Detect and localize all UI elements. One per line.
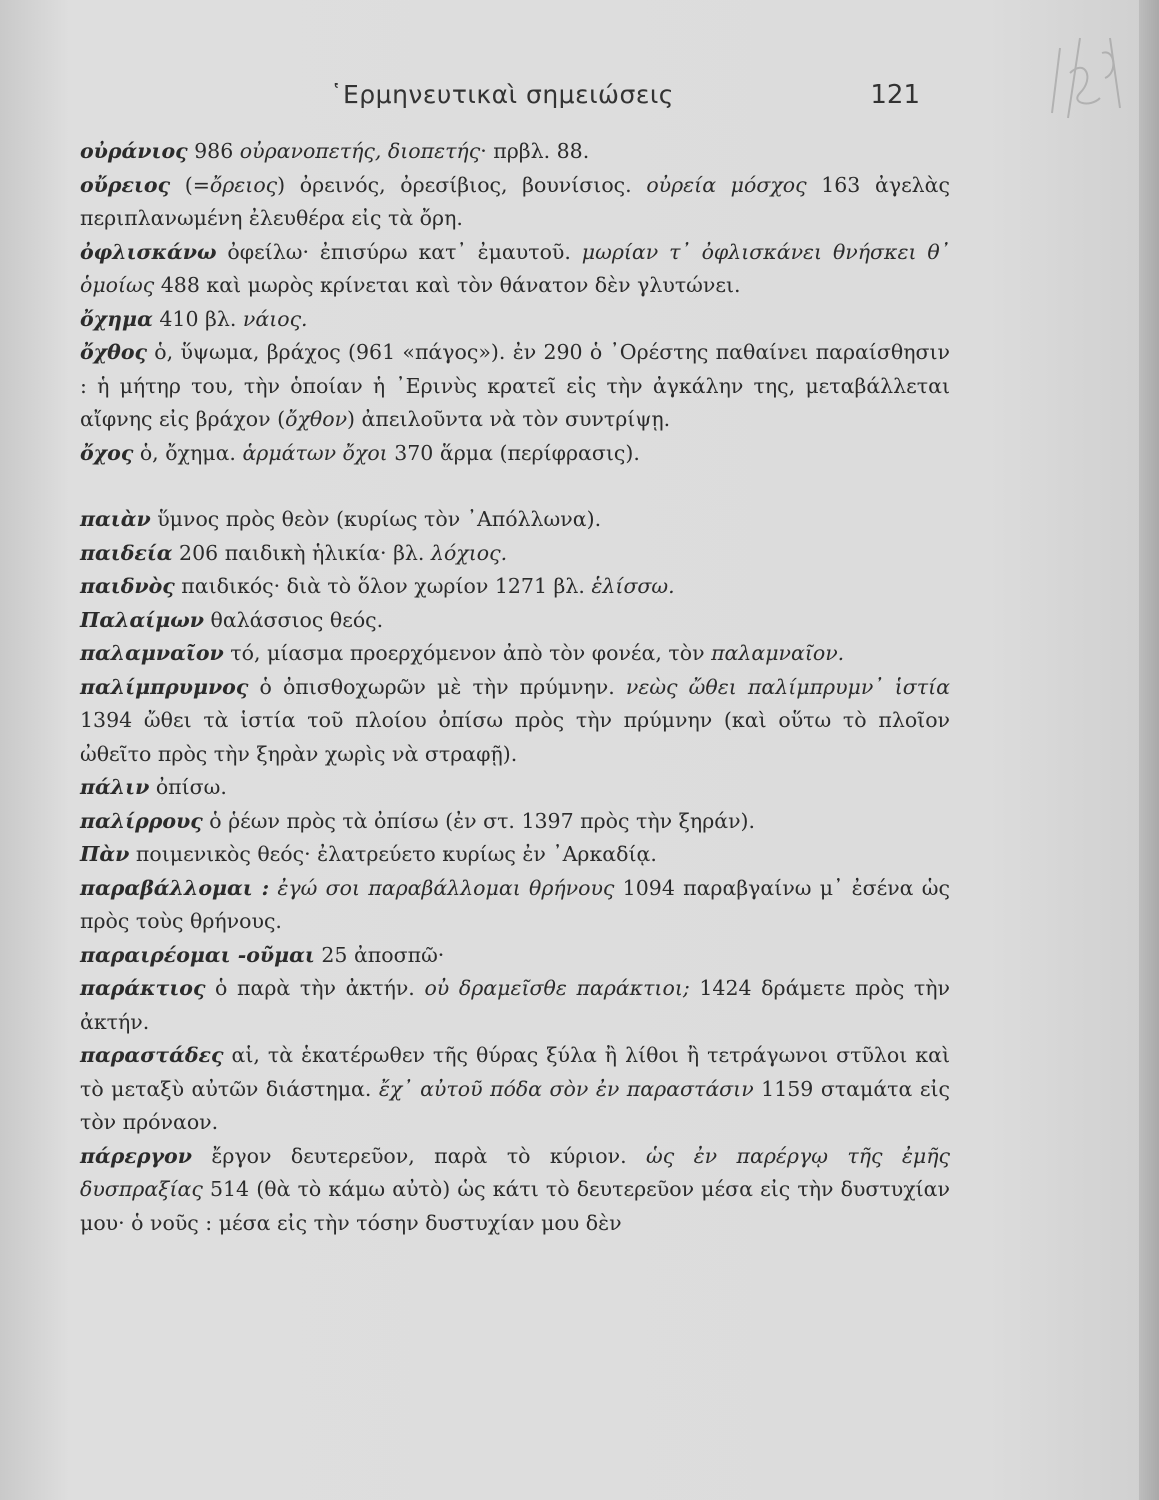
entry-text: · πρβλ. 88. [480, 139, 590, 163]
entry-quote: ἁρμάτων ὄχοι [242, 440, 388, 465]
entry-quote: ἐγώ σοι παραβάλλομαι θρήνους [277, 875, 615, 900]
entry-text: ἔργον δευτερεῦον, παρὰ τὸ κύριον. [191, 1143, 647, 1168]
entry-lemma: οὐράνιος [80, 139, 188, 163]
entry-text: ὁ παρὰ τὴν ἀκτήν. [205, 976, 425, 1000]
entry-quote: νάιος. [242, 306, 308, 331]
glossary-entry [80, 503, 950, 537]
glossary-entry [80, 805, 950, 839]
entry-lemma: παιδνὸς [80, 574, 175, 598]
stamp-text: Ψηφία [1054, 88, 1058, 89]
entry-quote: λόχιος. [430, 540, 508, 565]
entry-lemma: Πὰν [80, 842, 130, 866]
glossary-entry [80, 169, 950, 236]
entry-lemma: πάρεργον [80, 1143, 192, 1168]
entry-lemma: ὀφλισκάνω [80, 239, 217, 264]
glossary-entry [80, 939, 950, 973]
entry-lemma: παλίρρους [80, 808, 203, 833]
entry-quote: μωρίαν τ᾿ ὀφλισκάνει θνήσκει θ᾿ ὁμοίως [80, 239, 950, 297]
glossary-entry [80, 135, 950, 169]
entry-quote: ὄρειος [209, 172, 278, 197]
page-header [330, 80, 920, 120]
entry-lemma: παράκτιος [80, 976, 206, 1000]
glossary-entry [80, 872, 950, 939]
entry-text: ὁ ὀπισθοχωρῶν μὲ τὴν πρύμνην. [248, 674, 626, 699]
glossary-entries [80, 135, 950, 1240]
entry-quote: ὡς ἐν παρέργῳ τῆς ἐμῆς δυσπραξίας [80, 1143, 950, 1201]
glossary-entry [80, 671, 950, 772]
entry-text: ποιμενικὸς θεός· ἐλατρεύετο κυρίως ἐν ᾿Αρκαδίᾳ. [129, 842, 657, 866]
entry-text: αἱ, τὰ ἑκατέρωθεν τῆς θύρας ξύλα ἢ λίθοι ἢ τετράγωνοι στῦλοι καὶ τὸ μεταξὺ αὐτῶν διάστημα. [80, 1043, 950, 1101]
entry-lemma: παιδεία [80, 540, 173, 565]
entry-quote: νεὼς ὤθει παλίμπρυμν᾿ ἱστία [625, 674, 950, 699]
entry-text: θαλάσσιος θεός. [203, 607, 384, 632]
entry-text: ὀπίσω. [149, 775, 227, 799]
glossary-entry [80, 1039, 950, 1140]
entry-text: 1424 δράμετε πρὸς τὴν ἀκτήν. [80, 976, 951, 1034]
entry-text: (= [170, 172, 210, 197]
entry-lemma: παιὰν [80, 507, 151, 531]
entry-quote: παλαμναῖον. [711, 641, 845, 665]
glossary-entry [80, 437, 950, 471]
entry-text: ὀφείλω· ἐπισύρω κατ᾿ ἐμαυτοῦ. [216, 239, 582, 264]
entry-lemma: παραβάλλομαι : [80, 875, 270, 900]
glossary-entry [80, 637, 950, 671]
entry-lemma: οὔρειος [80, 172, 171, 197]
entry-lemma: Παλαίμων [80, 607, 204, 632]
entry-text: 370 ἅρμα (περίφρασις). [387, 440, 640, 465]
running-title: ῾Ερμηνευτικαὶ σημειώσεις [330, 80, 674, 109]
entry-quote: ἔχ᾿ αὐτοῦ πόδα σὸν ἐν παραστάσιν [378, 1076, 754, 1101]
entry-text: 514 (θὰ τὸ κάμω αὐτὸ) ὡς κάτι τὸ δευτερεῦον μέσα εἰς τὴν δυστυχίαν μου· ὁ νοῦς : μέσα εἰς τὴν τόσην δυστυχίαν μου δὲν [80, 1177, 950, 1235]
entry-lemma: ὄχημα [80, 306, 153, 331]
entry-text: 1094 παραβγαίνω μ᾿ ἐσένα ὡς πρὸς τοὺς θρήνους. [80, 875, 950, 933]
entry-text: ὁ, ὄχημα. [133, 440, 243, 465]
glossary-entry [80, 537, 950, 571]
entry-lemma: παραστάδες [80, 1043, 224, 1067]
entry-text: 488 καὶ μωρὸς κρίνεται καὶ τὸν θάνατον δὲν γλυτώνει. [154, 273, 741, 297]
entry-quote: οὐ δραμεῖσθε παράκτιοι; [424, 976, 690, 1000]
glossary-entry [80, 236, 950, 303]
glossary-entry [80, 771, 950, 805]
entry-text: παιδικός· διὰ τὸ ὅλον χωρίον 1271 βλ. [174, 574, 592, 598]
page-edge [1139, 0, 1159, 1500]
entry-quote: ἑλίσσω. [591, 574, 675, 598]
page-number: 121 [870, 80, 920, 110]
entry-quote: οὐρανοπετής, διοπετής [239, 139, 481, 163]
entry-text: ὕμνος πρὸς θεὸν (κυρίως τὸν ᾿Απόλλωνα). [150, 507, 602, 531]
entry-lemma: παλαμναῖον [80, 641, 224, 665]
entry-lemma: παλίμπρυμνος [80, 674, 249, 699]
entry-text: 206 παιδικὴ ἡλικία· βλ. [172, 540, 431, 565]
entry-text: 986 [187, 139, 240, 163]
glossary-entry [80, 1140, 950, 1241]
entry-text: ὁ, ὕψωμα, βράχος (961 «πάγος»). ἐν 290 ὁ ᾿Ορέστης παθαίνει παραίσθησιν : ἡ μήτηρ του, τὴν ὁποίαν ἡ ᾿Ερινὺς κρατεῖ εἰς τὴν ἀγκάλην της, μεταβάλλεται αἴφνης εἰς βράχον ( [80, 340, 950, 431]
entry-text: 1159 σταμάτα εἰς τὸν πρόναον. [80, 1076, 951, 1134]
entry-quote: ὄχθον [285, 407, 348, 431]
entry-text: ὁ ῥέων πρὸς τὰ ὀπίσω (ἐν στ. 1397 πρὸς τὴν ξηράν). [202, 808, 756, 833]
glossary-entry [80, 336, 950, 437]
entry-text: ) ἀπειλοῦντα νὰ τὸν συντρίψῃ. [347, 407, 671, 431]
entry-text: 410 βλ. [152, 306, 243, 331]
entry-text: 25 ἀποσπῶ· [314, 942, 445, 967]
entry-quote: οὐρεία μόσχος [646, 172, 807, 197]
entry-text: τό, μίασμα προερχόμενον ἀπὸ τὸν φονέα, τὸν [223, 641, 712, 665]
entry-lemma: πάλιν [80, 775, 150, 799]
library-stamp [1040, 18, 1130, 128]
glossary-entry [80, 303, 950, 337]
entry-text: ) ὀρεινός, ὀρεσίβιος, βουνίσιος. [277, 172, 647, 197]
entry-lemma: ὄχθος [80, 340, 147, 364]
entry-text: 163 ἀγελὰς περιπλανωμένη ἐλευθέρα εἰς τὰ ὄρη. [80, 172, 951, 230]
glossary-entry [80, 570, 950, 604]
entry-lemma: ὄχος [80, 440, 134, 465]
entry-text: 1394 ὤθει τὰ ἱστία τοῦ πλοίου ὀπίσω πρὸς τὴν πρύμνην (καὶ οὕτω τὸ πλοῖον ὠθεῖτο πρὸς τὴν ξηρὰν χωρὶς νὰ στραφῇ). [80, 708, 950, 766]
glossary-entry [80, 838, 950, 872]
entry-lemma: παραιρέομαι -οῦμαι [80, 942, 315, 967]
glossary-entry [80, 604, 950, 638]
glossary-entry [80, 972, 950, 1039]
